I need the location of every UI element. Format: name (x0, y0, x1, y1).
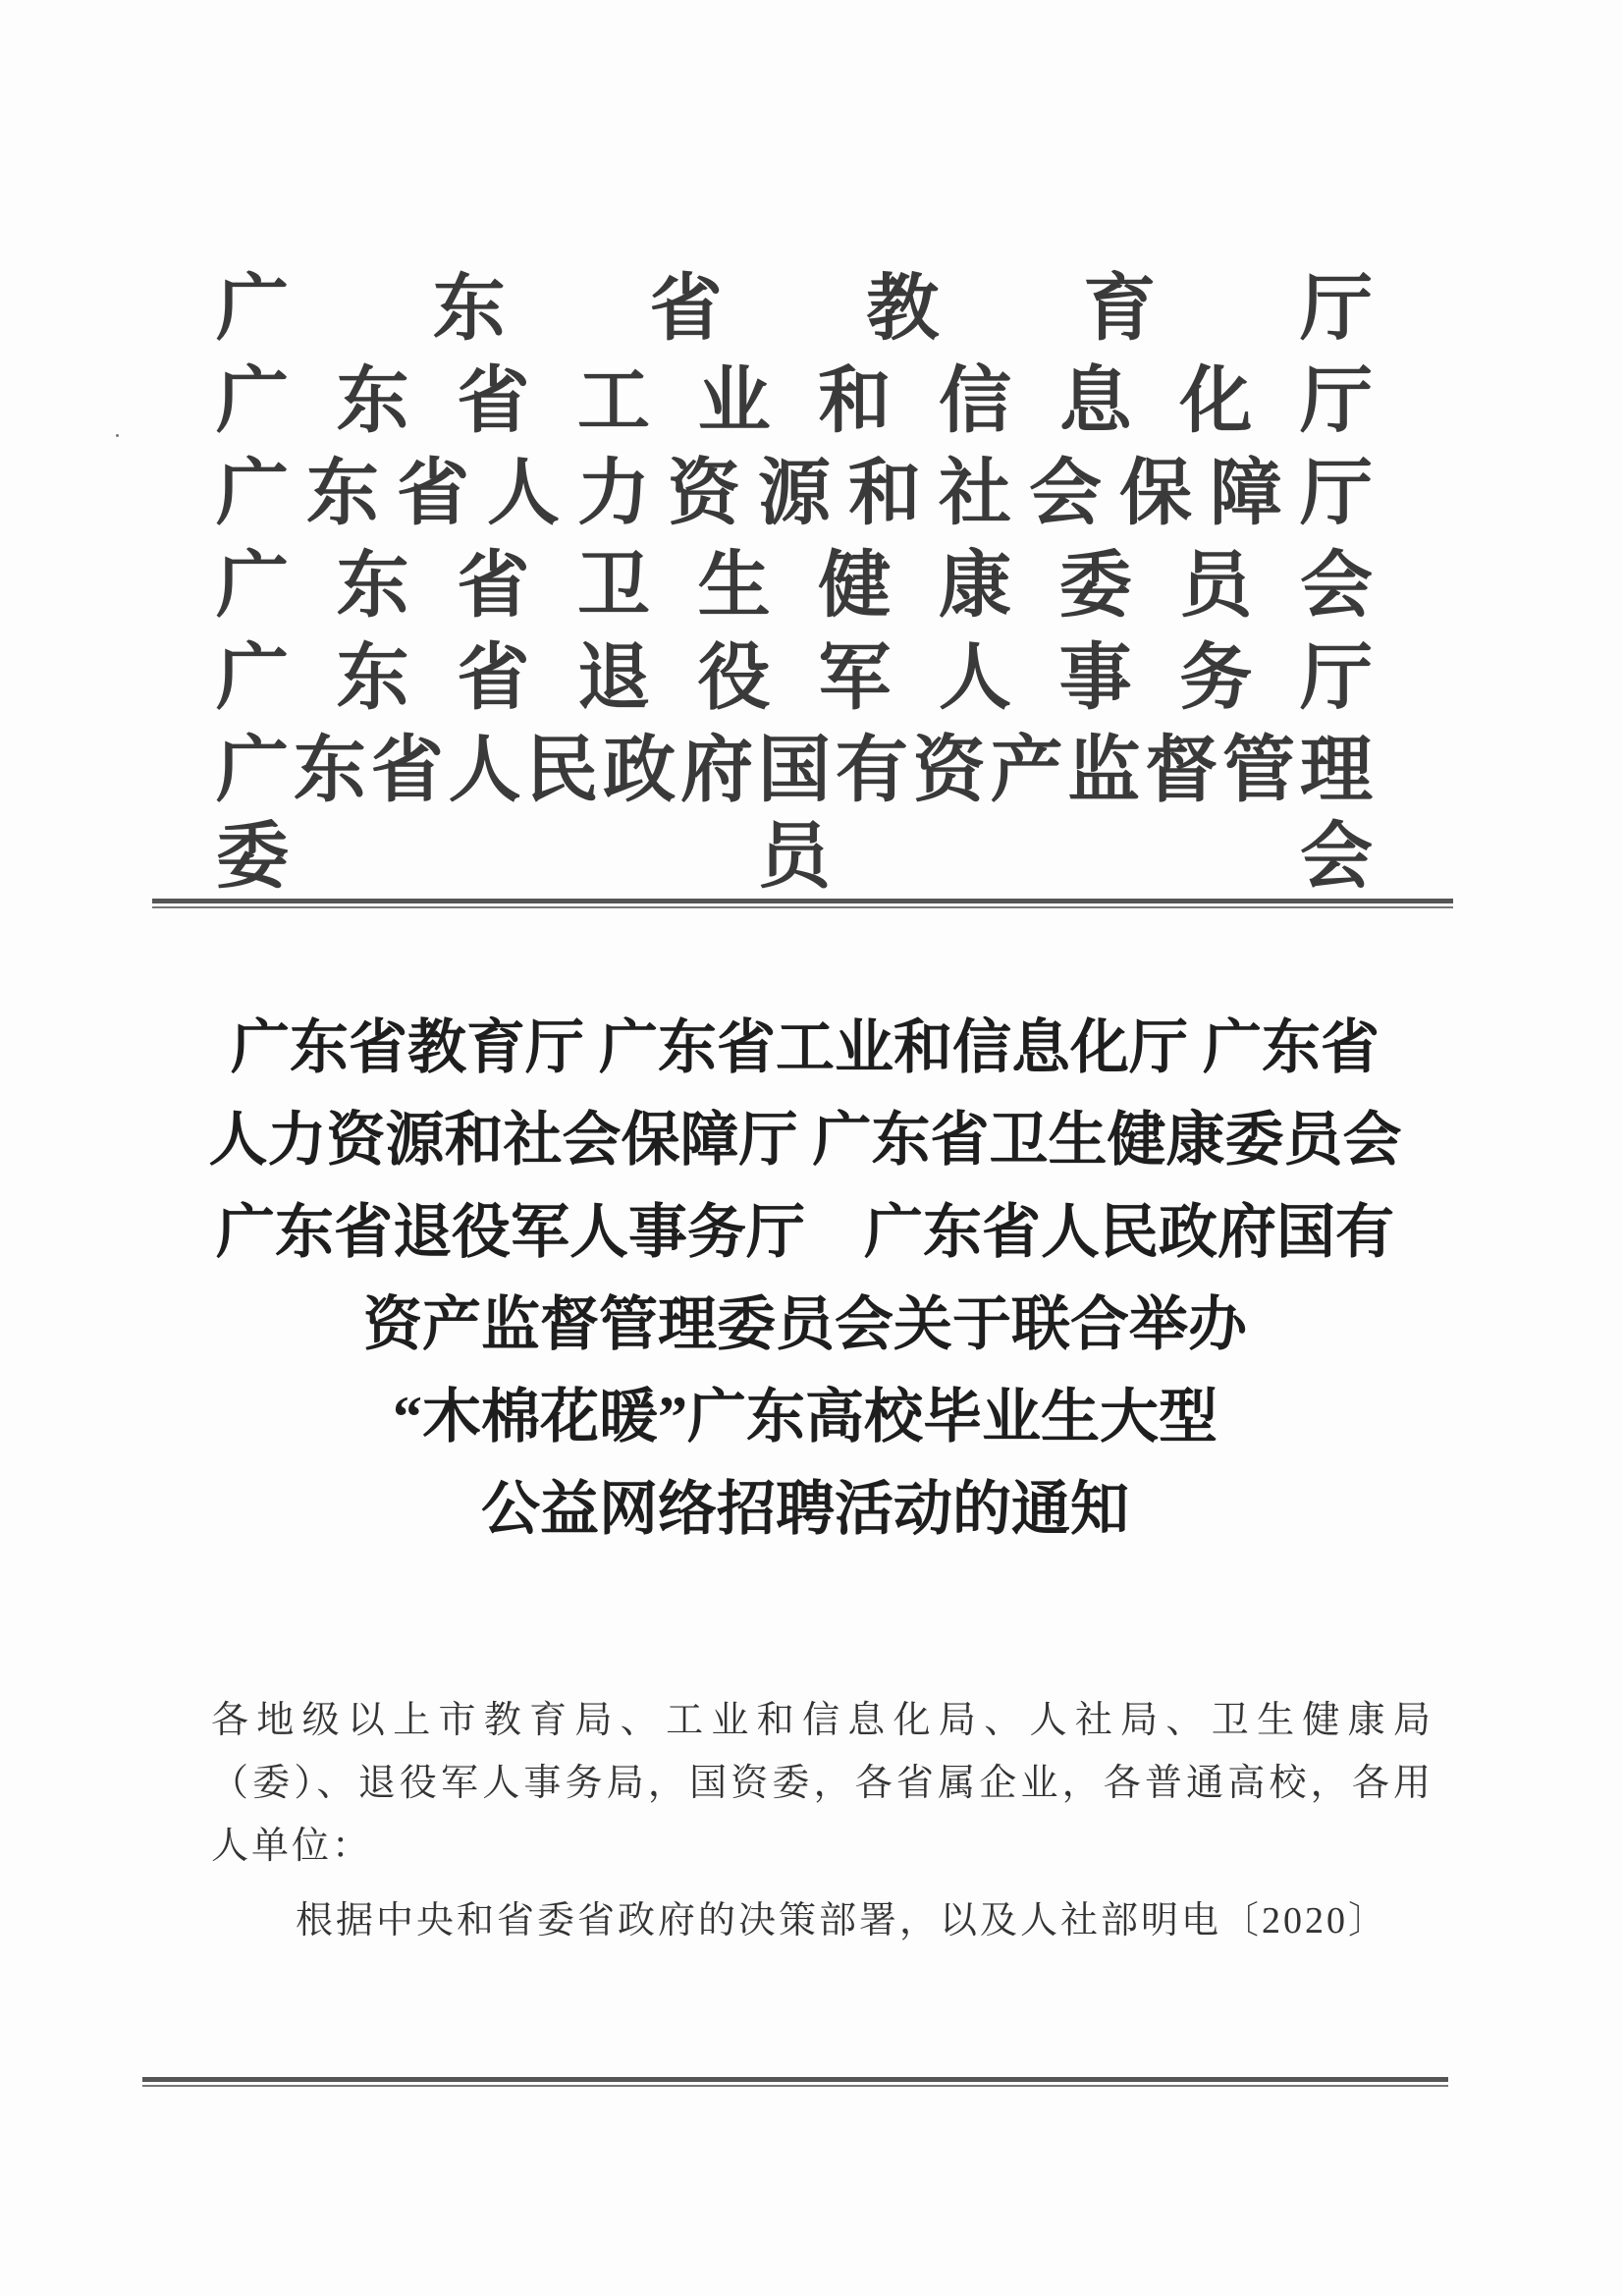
agency-line: 广东省人民政府国有资产监督管理委员会 (216, 728, 1375, 899)
title-line: 人力资源和社会保障厅 广东省卫生健康委员会 (208, 1108, 1402, 1173)
scan-speck (116, 434, 119, 437)
footer-divider-rule (142, 2077, 1448, 2087)
document-body (211, 1689, 1434, 1952)
agency-line: 广东省退役军人事务厅 (216, 635, 1375, 720)
issuing-agencies-header (216, 265, 1375, 899)
title-line: 广东省教育厅 广东省工业和信息化厅 广东省 (231, 1015, 1380, 1080)
title-line: “木棉花暖”广东高校毕业生大型 (393, 1385, 1217, 1449)
title-line: 公益网络招聘活动的通知 (481, 1477, 1129, 1542)
agency-line: 广 东 省 教 育 厅 (216, 266, 1375, 351)
header-divider-rule (152, 899, 1453, 908)
agency-line: 广东省人力资源和社会保障厅 (216, 451, 1375, 535)
agency-line: 广东省卫生健康委员会 (216, 543, 1375, 628)
title-line: 资产监督管理委员会关于联合举办 (363, 1292, 1247, 1357)
agency-line: 广东省工业和信息化厅 (216, 358, 1375, 443)
title-line: 广东省退役军人事务厅 广东省人民政府国有 (216, 1200, 1394, 1265)
document-title (196, 1002, 1414, 1556)
addressee-paragraph: 各地级以上市教育局、工业和信息化局、人社局、卫生健康局（委）、退役军人事务局，国资委，各省属企业，各普通高校，各用人单位： (211, 1700, 1434, 1867)
body-paragraph: 根据中央和省委省政府的决策部署，以及人社部明电〔2020〕 (296, 1900, 1389, 1941)
